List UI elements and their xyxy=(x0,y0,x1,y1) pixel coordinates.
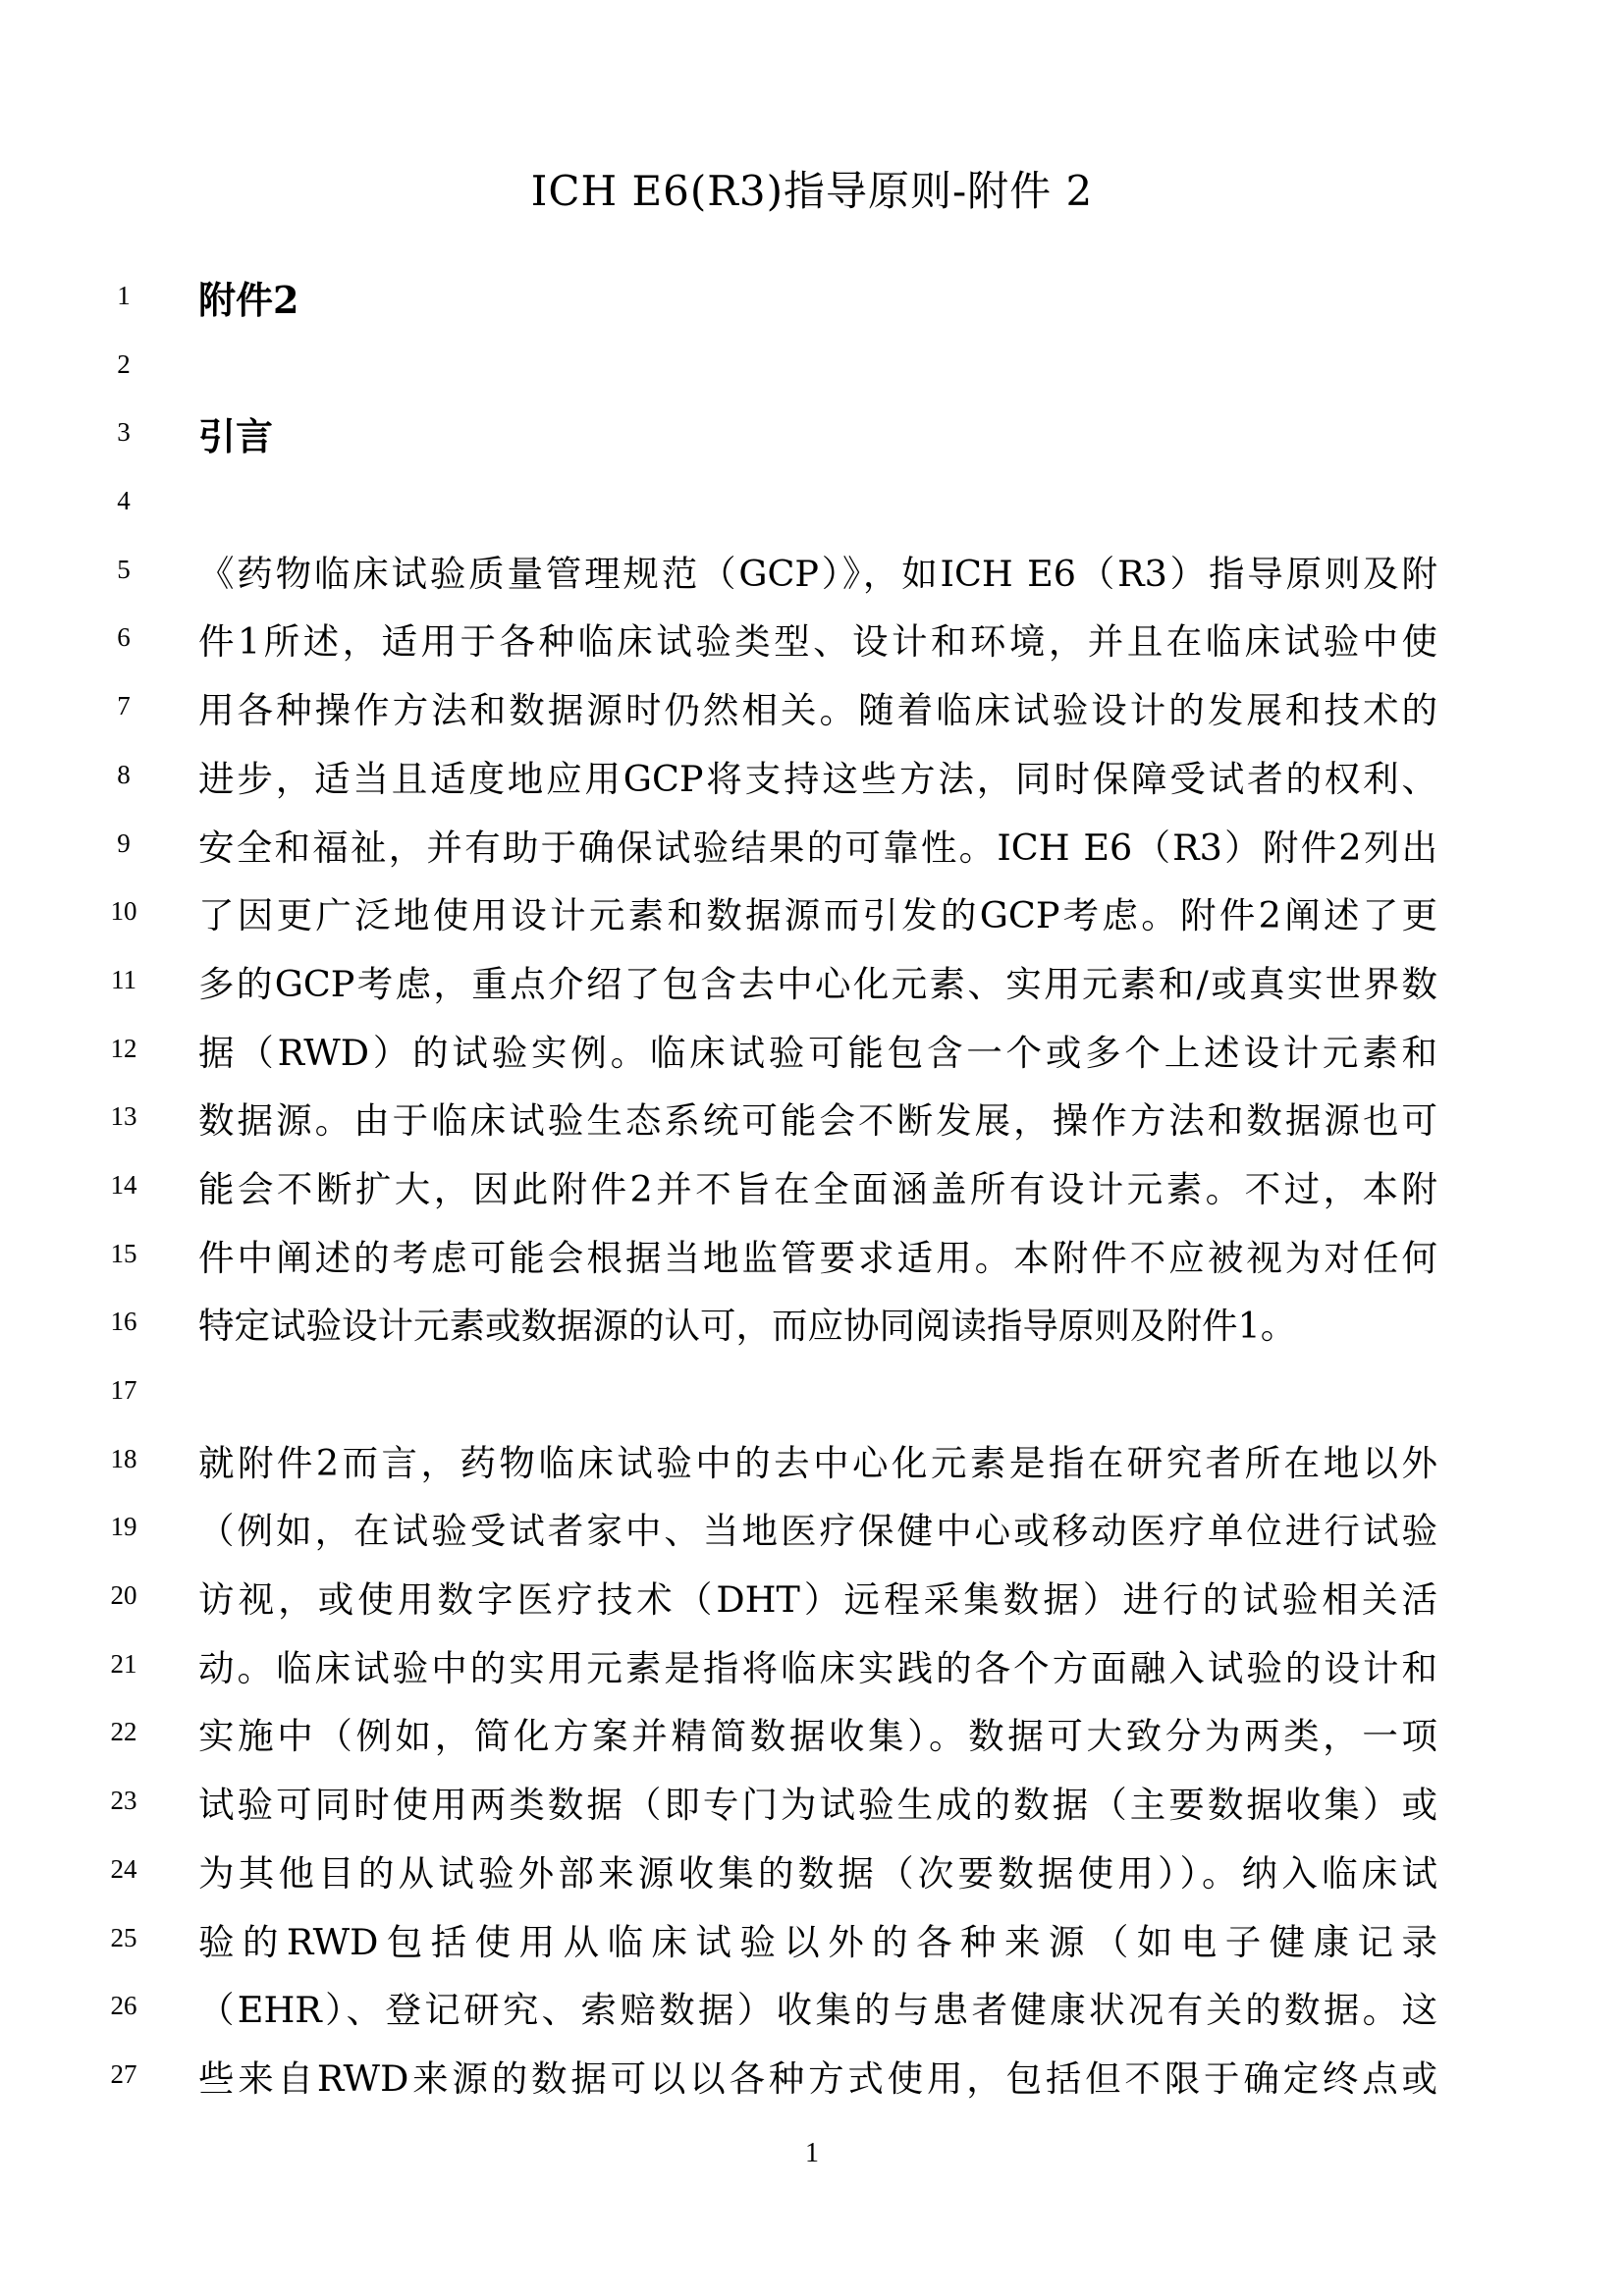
line-text: 验的RWD包括使用从临床试验以外的各种来源（如电子健康记录 xyxy=(198,1920,1437,1963)
document-line xyxy=(0,1776,1624,1844)
line-text: 些来自RWD来源的数据可以以各种方式使用，包括但不限于确定终点或 xyxy=(198,2056,1437,2100)
document-line xyxy=(0,886,1624,955)
document-line xyxy=(0,545,1624,614)
line-text: 《药物临床试验质量管理规范（GCP）》，如ICH E6（R3）指导原则及附 xyxy=(198,552,1437,595)
document-line xyxy=(0,1024,1624,1093)
line-number: 27 xyxy=(110,2058,137,2089)
line-number: 5 xyxy=(117,554,131,584)
document-line xyxy=(0,955,1624,1024)
document-line xyxy=(0,1160,1624,1229)
document-line xyxy=(0,681,1624,750)
document-line xyxy=(0,1297,1624,1365)
document-line xyxy=(0,750,1624,819)
document-body xyxy=(0,271,1624,2118)
document-line xyxy=(0,1639,1624,1708)
line-number: 21 xyxy=(110,1648,137,1679)
line-number: 16 xyxy=(110,1307,137,1337)
document-line xyxy=(0,407,1624,476)
section-heading: 附件2 xyxy=(198,278,299,322)
line-number: 9 xyxy=(117,828,131,858)
line-text: 件中阐述的考虑可能会根据当地监管要求适用。本附件不应被视为对任何 xyxy=(198,1236,1437,1279)
line-number: 7 xyxy=(117,691,131,721)
line-number: 25 xyxy=(110,1922,137,1952)
document-line xyxy=(0,1707,1624,1776)
line-number: 18 xyxy=(110,1443,137,1473)
document-line xyxy=(0,1229,1624,1298)
line-number: 26 xyxy=(110,1991,137,2021)
line-text: 特定试验设计元素或数据源的认可，而应协同阅读指导原则及附件1。 xyxy=(198,1305,1297,1348)
line-number: 10 xyxy=(110,896,137,927)
line-number: 8 xyxy=(117,759,131,789)
document-line xyxy=(0,613,1624,681)
page-number: 1 xyxy=(805,2138,819,2168)
document-line xyxy=(0,1571,1624,1639)
line-text: （EHR）、登记研究、索赔数据）收集的与患者健康状况有关的数据。这 xyxy=(198,1989,1437,2032)
document-line xyxy=(0,1844,1624,1913)
line-text: 实施中（例如，简化方案并精简数据收集）。数据可大致分为两类，一项 xyxy=(198,1715,1437,1758)
line-number: 12 xyxy=(110,1033,137,1063)
line-number: 4 xyxy=(117,486,131,516)
document-line xyxy=(0,340,1624,408)
line-text: 多的GCP考虑，重点介绍了包含去中心化元素、实用元素和/或真实世界数 xyxy=(198,962,1437,1005)
line-number: 11 xyxy=(111,964,136,994)
line-number: 24 xyxy=(110,1853,137,1884)
line-number: 23 xyxy=(110,1786,137,1816)
document-line xyxy=(0,1981,1624,2050)
page-header-title: ICH E6(R3)指导原则-附件 2 xyxy=(530,167,1094,215)
line-number: 1 xyxy=(117,281,131,310)
line-number: 14 xyxy=(110,1169,137,1200)
line-text: 用各种操作方法和数据源时仍然相关。随着临床试验设计的发展和技术的 xyxy=(198,689,1437,732)
line-text: 数据源。由于临床试验生态系统可能会不断发展，操作方法和数据源也可 xyxy=(198,1099,1437,1143)
document-line xyxy=(0,819,1624,887)
line-number: 3 xyxy=(117,417,131,448)
line-number: 19 xyxy=(110,1512,137,1542)
line-text: 动。临床试验中的实用元素是指将临床实践的各个方面融入试验的设计和 xyxy=(198,1646,1437,1689)
document-line xyxy=(0,1502,1624,1571)
line-text: 进步，适当且适度地应用GCP将支持这些方法，同时保障受试者的权利、 xyxy=(198,757,1437,800)
line-text: 能会不断扩大，因此附件2并不旨在全面涵盖所有设计元素。不过，本附 xyxy=(198,1167,1437,1210)
document-line xyxy=(0,476,1624,545)
line-text: 了因更广泛地使用设计元素和数据源而引发的GCP考虑。附件2阐述了更 xyxy=(198,894,1437,937)
line-text: 试验可同时使用两类数据（即专门为试验生成的数据（主要数据收集）或 xyxy=(198,1784,1437,1827)
line-text: 据（RWD）的试验实例。临床试验可能包含一个或多个上述设计元素和 xyxy=(198,1031,1437,1074)
line-number: 17 xyxy=(110,1375,137,1405)
line-text: 就附件2而言，药物临床试验中的去中心化元素是指在研究者所在地以外 xyxy=(198,1441,1437,1484)
line-number: 2 xyxy=(117,348,131,379)
document-line xyxy=(0,2050,1624,2118)
line-text: 安全和福祉，并有助于确保试验结果的可靠性。ICH E6（R3）附件2列出 xyxy=(198,826,1437,869)
line-number: 6 xyxy=(117,622,131,653)
section-heading: 引言 xyxy=(198,414,274,459)
line-number: 13 xyxy=(110,1101,137,1132)
document-line xyxy=(0,1434,1624,1503)
document-line xyxy=(0,1365,1624,1434)
line-number: 15 xyxy=(110,1238,137,1268)
line-text: 访视，或使用数字医疗技术（DHT）远程采集数据）进行的试验相关活 xyxy=(198,1578,1437,1622)
document-line xyxy=(0,1092,1624,1160)
line-number: 20 xyxy=(110,1580,137,1611)
line-text: 件1所述，适用于各种临床试验类型、设计和环境，并且在临床试验中使 xyxy=(198,620,1437,664)
line-number: 22 xyxy=(110,1717,137,1747)
line-text: （例如，在试验受试者家中、当地医疗保健中心或移动医疗单位进行试验 xyxy=(198,1510,1437,1553)
document-line xyxy=(0,1913,1624,1982)
document-line xyxy=(0,271,1624,340)
line-text: 为其他目的从试验外部来源收集的数据（次要数据使用））。纳入临床试 xyxy=(198,1851,1437,1895)
